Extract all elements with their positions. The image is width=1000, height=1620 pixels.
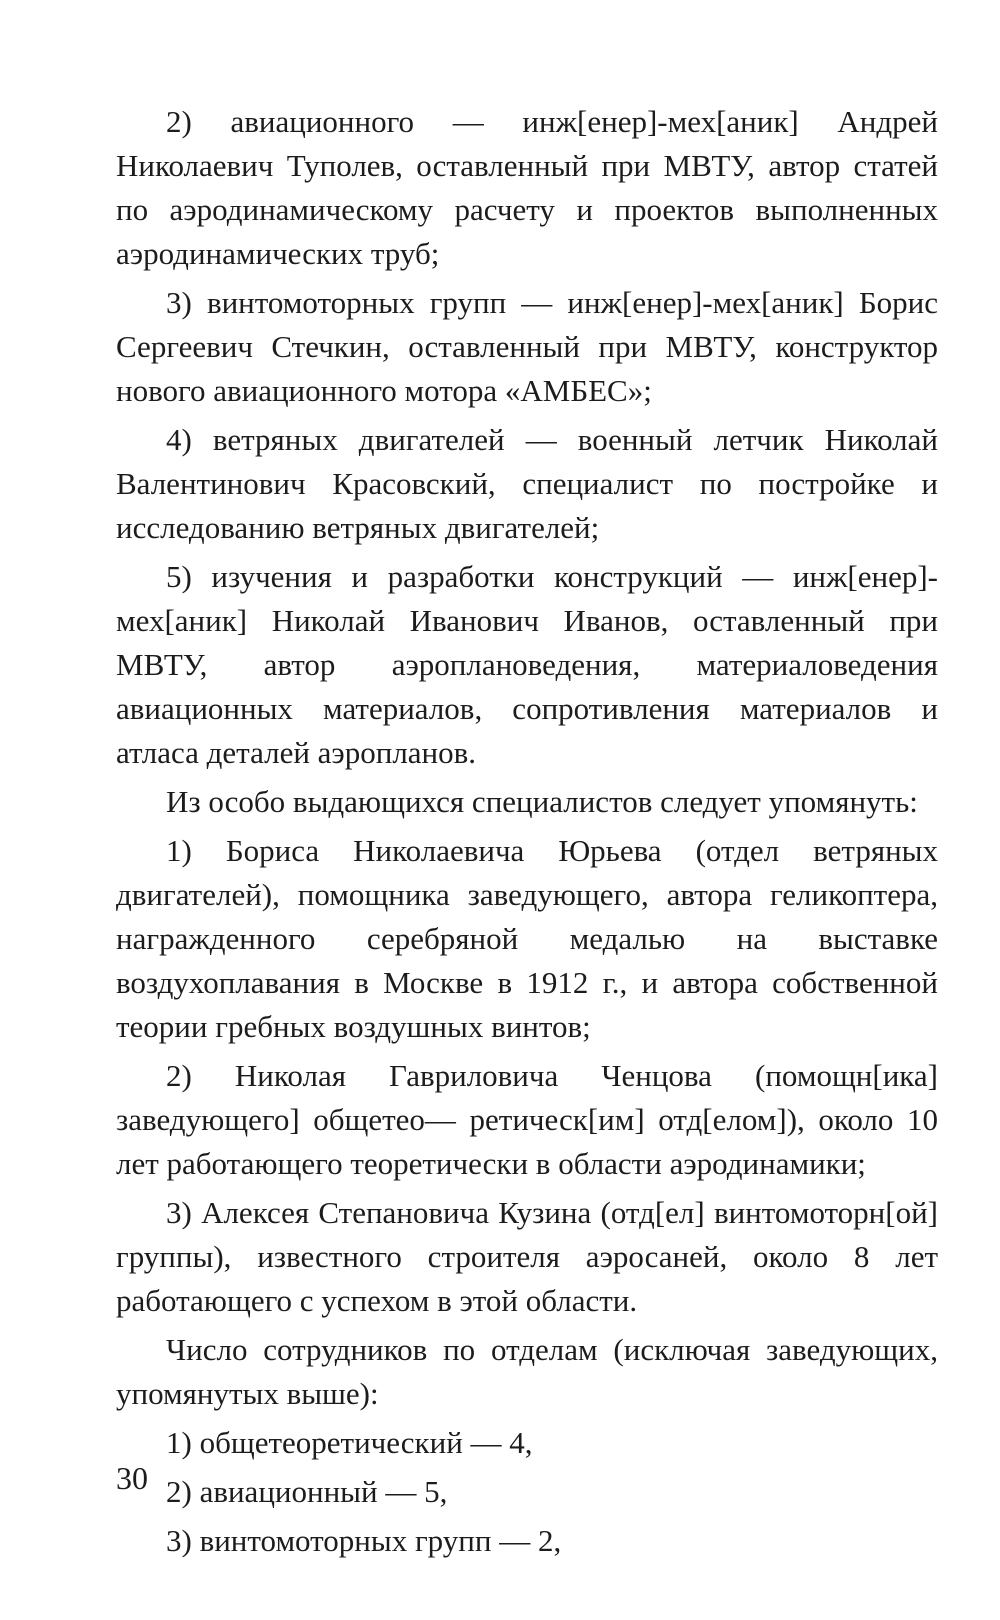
list-item-general-theory: 1) общетеоретический — 4, [166, 1425, 533, 1460]
paragraph-propeller-motor-dept: 3) винтомоторных групп — инж[енер]-мех[аник] Борис Сергеевич Стечкин, оставленный при МВТУ, конструктор нового авиационного мотора «АМБЕС»; [116, 285, 938, 408]
list-item-aviation: 2) авиационный — 5, [166, 1474, 448, 1509]
paragraph-chentsov: 2) Николая Гавриловича Ченцова (помощн[ика] заведующего] общетео— ретическ[им] отд[елом]), около 10 лет работающего теоретически в области аэродинамики; [116, 1058, 938, 1181]
body-text [116, 100, 938, 1568]
list-item-propeller-motor: 3) винтомоторных групп — 2, [166, 1523, 562, 1558]
paragraph-wind-engines-dept: 4) ветряных двигателей — военный летчик Николай Валентинович Красовский, специалист по постройке и исследованию ветряных двигателей; [116, 422, 938, 545]
page-number: 30 [116, 1460, 148, 1496]
paragraph-staff-count-intro: Число сотрудников по отделам (исключая заведующих, упомянутых выше): [116, 1332, 938, 1411]
paragraph-kuzin: 3) Алексея Степановича Кузина (отд[ел] винтомоторн[ой] группы), известного строителя аэросаней, около 8 лет работающего с успехом в этой области. [116, 1195, 938, 1318]
paragraph-yuryev: 1) Бориса Николаевича Юрьева (отдел ветряных двигателей), помощника заведующего, автора геликоптера, награжденного серебряной медалью на выставке воздухоплавания в Москве в 1912 г., и автора собственной теории гребных воздушных винтов; [116, 833, 938, 1044]
paragraph-constructions-dept: 5) изучения и разработки конструкций — инж[енер]-мех[аник] Николай Иванович Иванов, оставленный при МВТУ, автор аэроплановедения, материаловедения авиационных материалов, сопротивления материалов и атласа деталей аэропланов. [116, 559, 938, 770]
paragraph-specialists-intro: Из особо выдающихся специалистов следует упомянуть: [166, 784, 918, 819]
paragraph-aviation-dept: 2) авиационного — инж[енер]-мех[аник] Андрей Николаевич Туполев, оставленный при МВТУ, автор статей по аэродинамическому расчету и проектов выполненных аэродинамических труб; [116, 104, 938, 271]
